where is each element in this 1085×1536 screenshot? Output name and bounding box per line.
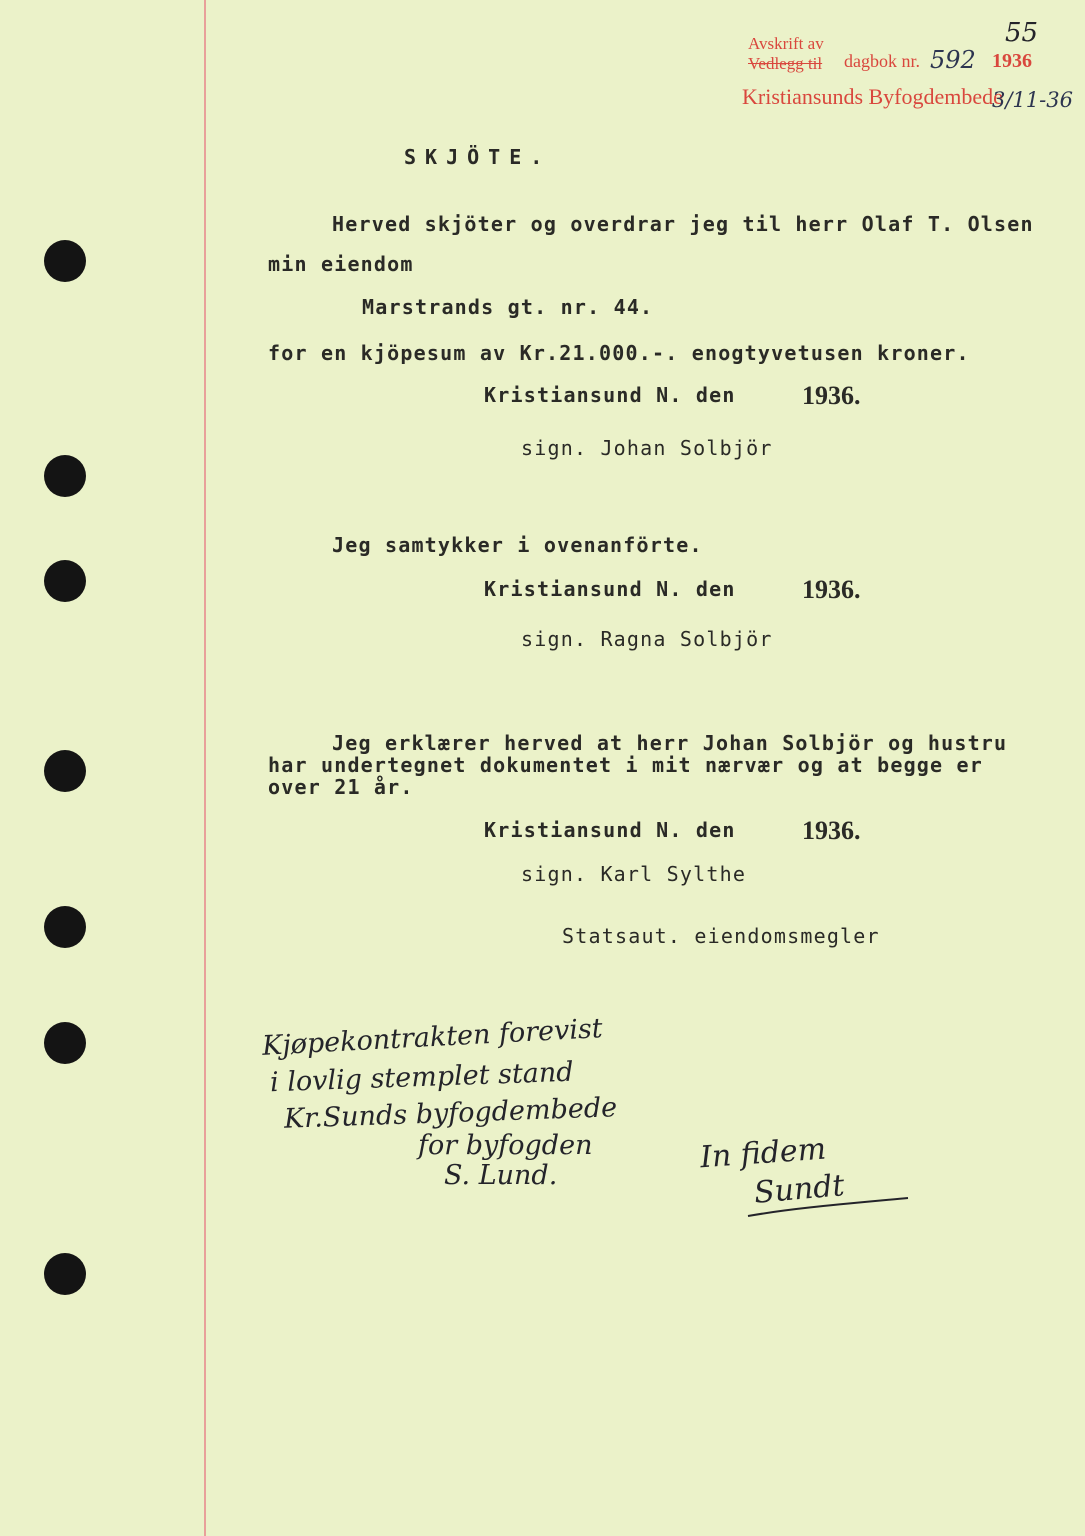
witness-title: Statsaut. eiendomsmegler [562,924,880,948]
paragraph-conveyance-line1: Herved skjöter og overdrar jeg til herr Olaf T. Olsen [332,212,1034,236]
punch-hole [44,750,86,792]
declaration-line1: Jeg erklærer herved at herr Johan Solbjör og hustru [332,731,1008,755]
place-date-line-1: Kristiansund N. den [484,383,736,407]
signature-witness: sign. Karl Sylthe [521,862,747,886]
handwritten-signature-line1: In fidem [698,1131,828,1176]
handwritten-note-line4: for byfogden [418,1130,593,1161]
consent-statement: Jeg samtykker i ovenanförte. [332,533,703,557]
handwritten-signature-line2: Sundt [752,1168,846,1211]
handwritten-note-line2: i lovlig stemplet stand [269,1056,575,1099]
declaration-line3: over 21 år. [268,775,414,799]
punch-hole [44,455,86,497]
place-date-line-2: Kristiansund N. den [484,577,736,601]
stamp-dagbok: dagbok nr. [844,51,920,71]
stamp-line-vedlegg: Vedlegg til [748,54,823,73]
declaration-line2: har undertegnet dokumentet i mit nærvær og at begge er [268,753,984,777]
margin-rule [204,0,206,1536]
document-title: SKJÖTE. [404,145,552,169]
handwritten-note-line5: S. Lund. [444,1160,558,1191]
signature-underline [744,1196,914,1226]
year-2: 1936. [802,575,861,604]
property-address: Marstrands gt. nr. 44. [362,295,654,319]
purchase-price-line: for en kjöpesum av Kr.21.000.-. enogtyvetusen kroner. [268,341,970,365]
punch-hole [44,240,86,282]
place-date-line-3: Kristiansund N. den [484,818,736,842]
page-number: 55 [1005,18,1039,48]
handwritten-note-line3: Kr.Sunds byfogdembede [283,1092,618,1135]
year-1: 1936. [802,381,861,410]
stamp-year: 1936 [992,50,1032,72]
signature-seller: sign. Johan Solbjör [521,436,773,460]
stamp-line-avskrift: Avskrift av [748,34,824,53]
stamp-date: 3/11-36 [992,88,1073,112]
year-3: 1936. [802,816,861,845]
punch-hole [44,560,86,602]
punch-hole [44,1022,86,1064]
paragraph-conveyance-line2: min eiendom [268,252,414,276]
stamp-office: Kristiansunds Byfogdembede [742,84,1003,109]
punch-hole [44,1253,86,1295]
handwritten-note-line1: Kjøpekontrakten forevist [261,1013,604,1062]
signature-spouse: sign. Ragna Solbjör [521,627,773,651]
stamp-dagbok-number: 592 [930,46,976,74]
punch-hole [44,906,86,948]
